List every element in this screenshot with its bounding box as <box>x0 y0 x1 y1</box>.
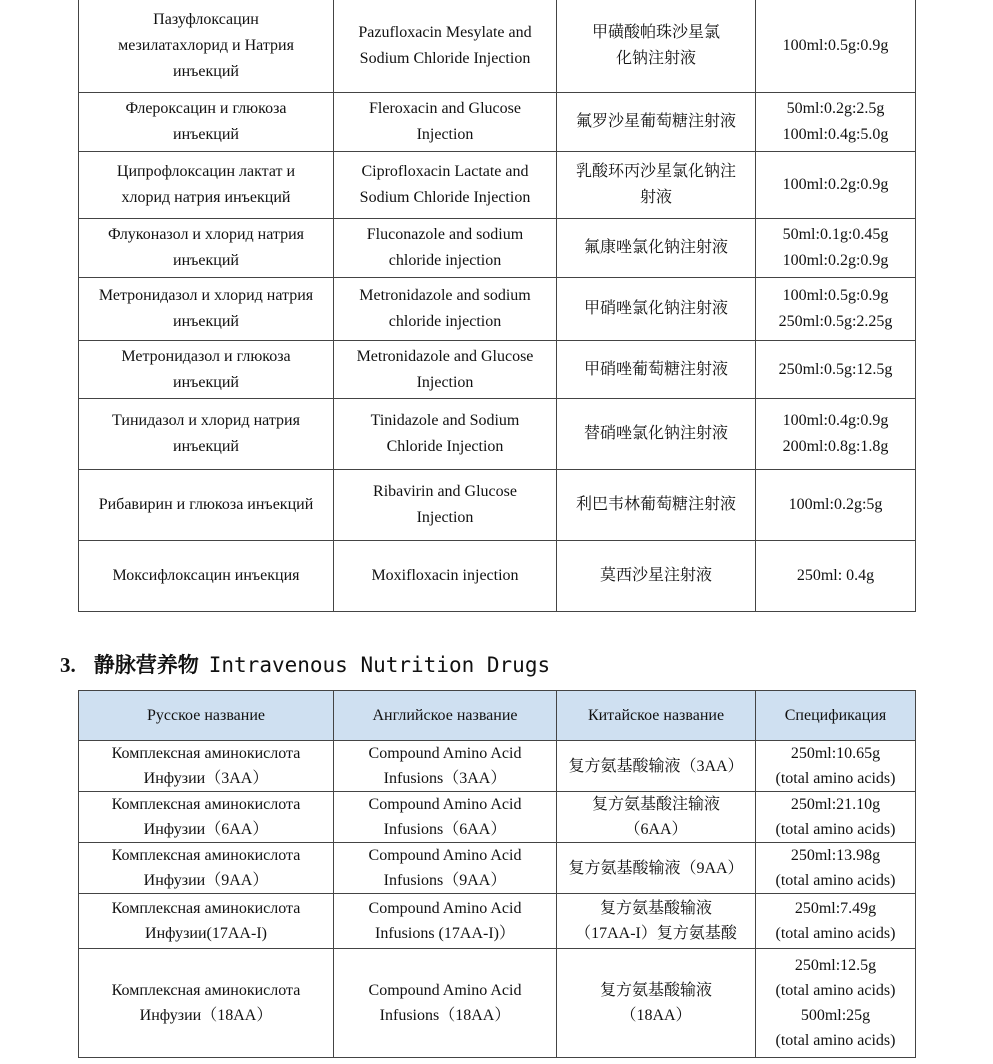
cell-text-line: 100ml:0.5g:0.9g <box>782 287 889 304</box>
chinese-name-cell <box>557 278 756 341</box>
cell-text-line: хлорид натрия инъекций <box>121 189 291 206</box>
russian-name-cell <box>79 541 334 612</box>
cell-text-line: Compound Amino Acid <box>368 982 522 999</box>
cell-text-line: 复方氨基酸输液 <box>599 982 712 999</box>
chinese-name-cell <box>557 152 756 219</box>
english-name-cell <box>334 792 557 843</box>
cell-text-line: Инфузии(17AA-I) <box>145 925 267 942</box>
cell-text-line: 250ml:21.10g <box>790 796 881 813</box>
cell-text-line: Флероксацин и глюкоза <box>125 100 287 117</box>
english-name-cell <box>334 93 557 152</box>
cell-text-line: Compound Amino Acid <box>368 847 522 864</box>
cell-text-line: инъекций <box>173 63 239 80</box>
specification-cell <box>756 792 916 843</box>
cell-text-line: Инфузии（18AA） <box>139 1007 273 1024</box>
cell-text-line: Комплексная аминокислота <box>111 900 301 917</box>
cell-text-line: 复方氨基酸注输液 <box>591 796 720 813</box>
cell-text-line: Метронидазол и хлорид натрия <box>98 287 314 304</box>
cell-text-line: 250ml:10.65g <box>790 745 881 762</box>
russian-name-cell <box>79 0 334 93</box>
russian-name-cell <box>79 399 334 470</box>
section-heading <box>60 650 550 680</box>
table-row <box>79 741 916 792</box>
cell-text-line: 化钠注射液 <box>615 50 696 67</box>
cell-text-line: 莫西沙星注射液 <box>599 567 712 584</box>
cell-text-line: （17AA-I）复方氨基酸 <box>575 925 737 942</box>
cell-text-line: （18AA） <box>620 1007 692 1024</box>
cell-text-line: Метронидазол и глюкоза <box>121 347 291 365</box>
cell-text-line: 甲磺酸帕珠沙星氯 <box>591 24 720 41</box>
specification-cell <box>756 399 916 470</box>
chinese-name-cell <box>557 741 756 792</box>
cell-text-line: Инфузии（6AA） <box>143 821 269 838</box>
cell-text-line: 氟康唑氯化钠注射液 <box>583 239 728 256</box>
cell-text-line: 250ml:0.5g:2.25g <box>778 313 893 330</box>
cell-text-line: Ципрофлоксацин лактат и <box>116 163 296 180</box>
cell-text-line: 100ml:0.2g:0.9g <box>782 252 889 269</box>
english-name-cell <box>334 399 557 470</box>
cell-text-line: 250ml:0.5g:12.5g <box>778 360 893 378</box>
section-number: 3. <box>60 653 76 677</box>
english-name-cell <box>334 219 557 278</box>
table-row <box>79 152 916 219</box>
chinese-name-cell <box>557 0 756 93</box>
cell-text-line: 氟罗沙星葡萄糖注射液 <box>575 113 736 130</box>
specification-cell <box>756 470 916 541</box>
cell-text-line: Fluconazole and sodium <box>366 226 524 243</box>
chinese-name-cell <box>557 399 756 470</box>
cell-text-line: Sodium Chloride Injection <box>359 189 531 206</box>
cell-text-line: Infusions（6AA） <box>383 821 507 838</box>
chinese-name-cell <box>557 219 756 278</box>
cell-text-line: Compound Amino Acid <box>368 796 522 813</box>
russian-name-cell <box>79 470 334 541</box>
cell-text-line: (total amino acids) <box>775 982 896 999</box>
cell-text-line: chloride injection <box>388 252 502 269</box>
chinese-name-cell <box>557 843 756 894</box>
cell-text-line: Моксифлоксацин инъекция <box>112 567 300 584</box>
specification-cell <box>756 949 916 1058</box>
russian-name-cell <box>79 341 334 399</box>
specification-cell <box>756 93 916 152</box>
cell-text-line: Infusions (17AA-I)） <box>375 925 515 942</box>
cell-text-line: Pazufloxacin Mesylate and <box>358 24 532 41</box>
specification-cell <box>756 219 916 278</box>
specification-cell <box>756 341 916 399</box>
table-row <box>79 399 916 470</box>
english-name-cell <box>334 152 557 219</box>
english-name-cell <box>334 949 557 1058</box>
specification-cell <box>756 0 916 93</box>
english-name-cell <box>334 470 557 541</box>
chinese-name-cell <box>557 541 756 612</box>
cell-text-line: Пазуфлоксацин <box>153 11 259 28</box>
cell-text-line: (total amino acids) <box>775 770 896 787</box>
cell-text-line: Metronidazole and sodium <box>359 287 531 304</box>
english-name-cell <box>334 541 557 612</box>
table-row <box>79 219 916 278</box>
cell-text-line: Compound Amino Acid <box>368 745 522 762</box>
chinese-name-cell <box>557 470 756 541</box>
cell-text-line: 250ml:7.49g <box>794 900 877 917</box>
cell-text-line: Compound Amino Acid <box>368 900 522 917</box>
cell-text-line: инъекций <box>173 126 239 143</box>
specification-cell <box>756 152 916 219</box>
cell-text-line: chloride injection <box>388 313 502 330</box>
table-row <box>79 278 916 341</box>
cell-text-line: Chloride Injection <box>386 438 504 455</box>
cell-text-line: (total amino acids) <box>775 821 896 838</box>
cell-text-line: 100ml:0.4g:5.0g <box>782 126 889 143</box>
specification-cell <box>756 278 916 341</box>
russian-name-cell <box>79 792 334 843</box>
cell-text-line: Tinidazole and Sodium <box>370 412 520 429</box>
cell-text-line: Комплексная аминокислота <box>111 796 301 813</box>
header-row <box>79 691 916 741</box>
table-row <box>79 894 916 949</box>
cell-text-line: Infusions（18AA） <box>379 1007 511 1024</box>
cell-text-line: Metronidazole and Glucose <box>356 347 534 365</box>
cell-text-line: Комплексная аминокислота <box>111 847 301 864</box>
english-name-cell <box>334 278 557 341</box>
table-row <box>79 341 916 399</box>
header-chinese-name: Китайское название <box>557 691 756 741</box>
cell-text-line: 复方氨基酸输液（3AA） <box>568 757 744 775</box>
cell-text-line: Комплексная аминокислота <box>111 745 301 762</box>
cell-text-line: 500ml:25g <box>800 1007 871 1024</box>
table-body <box>79 741 916 1058</box>
cell-text-line: 250ml:13.98g <box>790 847 881 864</box>
russian-name-cell <box>79 741 334 792</box>
section-title-zh: 静脉营养物 <box>93 653 199 677</box>
cell-text-line: Рибавирин и глюкоза инъекций <box>98 496 314 513</box>
chinese-name-cell <box>557 894 756 949</box>
table-row <box>79 470 916 541</box>
table-row <box>79 949 916 1058</box>
english-name-cell <box>334 741 557 792</box>
cell-text-line: 100ml:0.5g:0.9g <box>782 37 889 54</box>
russian-name-cell <box>79 278 334 341</box>
cell-text-line: Injection <box>416 126 474 143</box>
cell-text-line: Ribavirin and Glucose <box>373 483 517 500</box>
russian-name-cell <box>79 152 334 219</box>
cell-text-line: 250ml: 0.4g <box>796 567 875 584</box>
cell-text-line: Infusions（9AA） <box>383 872 507 889</box>
russian-name-cell <box>79 843 334 894</box>
cell-text-line: 200ml:0.8g:1.8g <box>782 438 889 455</box>
cell-text-line: 甲硝唑氯化钠注射液 <box>583 300 728 317</box>
cell-text-line: Ciprofloxacin Lactate and <box>361 163 529 180</box>
specification-cell <box>756 741 916 792</box>
cell-text-line: 复方氨基酸输液 <box>599 900 712 917</box>
specification-cell <box>756 894 916 949</box>
chinese-name-cell <box>557 341 756 399</box>
cell-text-line: 甲硝唑葡萄糖注射液 <box>583 360 728 378</box>
chinese-name-cell <box>557 949 756 1058</box>
english-name-cell <box>334 894 557 949</box>
table-row <box>79 0 916 93</box>
cell-text-line: Комплексная аминокислота <box>111 982 301 999</box>
russian-name-cell <box>79 93 334 152</box>
cell-text-line: инъекций <box>173 252 239 269</box>
russian-name-cell <box>79 949 334 1058</box>
cell-text-line: 100ml:0.2g:5g <box>788 496 883 513</box>
antimicrobial-injections-table <box>78 0 916 612</box>
cell-text-line: 50ml:0.1g:0.45g <box>782 226 889 243</box>
cell-text-line: 50ml:0.2g:2.5g <box>786 100 885 117</box>
cell-text-line: Injection <box>416 509 474 526</box>
cell-text-line: Тинидазол и хлорид натрия <box>112 412 300 429</box>
cell-text-line: (total amino acids) <box>775 925 896 942</box>
chinese-name-cell <box>557 93 756 152</box>
cell-text-line: Sodium Chloride Injection <box>359 50 531 67</box>
table-body <box>79 0 916 612</box>
russian-name-cell <box>79 219 334 278</box>
cell-text-line: Infusions（3AA） <box>383 770 507 787</box>
cell-text-line: мезилатахлорид и Натрия <box>118 37 294 54</box>
cell-text-line: 乳酸环丙沙星氯化钠注 <box>575 163 736 180</box>
cell-text-line: Injection <box>416 373 474 391</box>
cell-text-line: 100ml:0.4g:0.9g <box>782 412 889 429</box>
english-name-cell <box>334 341 557 399</box>
cell-text-line: (total amino acids) <box>775 1032 896 1049</box>
table-header <box>79 691 916 741</box>
cell-text-line: 替硝唑氯化钠注射液 <box>583 425 728 442</box>
english-name-cell <box>334 843 557 894</box>
specification-cell <box>756 843 916 894</box>
cell-text-line: Флуконазол и хлорид натрия <box>107 226 305 243</box>
header-russian-name: Русское название <box>79 691 334 741</box>
cell-text-line: инъекций <box>173 373 239 391</box>
cell-text-line: Moxifloxacin injection <box>371 567 519 584</box>
table-row <box>79 93 916 152</box>
header-english-name: Английское название <box>334 691 557 741</box>
cell-text-line: 250ml:12.5g <box>794 957 877 974</box>
chinese-name-cell <box>557 792 756 843</box>
cell-text-line: 利巴韦林葡萄糖注射液 <box>575 496 736 513</box>
cell-text-line: （6AA） <box>624 821 688 838</box>
header-specification: Спецификация <box>756 691 916 741</box>
cell-text-line: 100ml:0.2g:0.9g <box>782 176 889 193</box>
cell-text-line: (total amino acids) <box>775 872 896 889</box>
cell-text-line: инъекций <box>173 438 239 455</box>
intravenous-nutrition-table <box>78 690 916 1058</box>
cell-text-line: Инфузии（9AA） <box>143 872 269 889</box>
cell-text-line: 射液 <box>639 189 672 206</box>
specification-cell <box>756 541 916 612</box>
english-name-cell <box>334 0 557 93</box>
table-row <box>79 843 916 894</box>
cell-text-line: инъекций <box>173 313 239 330</box>
cell-text-line: Инфузии（3AA） <box>143 770 269 787</box>
cell-text-line: 复方氨基酸输液（9AA） <box>568 859 744 877</box>
cell-text-line: Fleroxacin and Glucose <box>369 100 521 117</box>
table-row <box>79 792 916 843</box>
russian-name-cell <box>79 894 334 949</box>
section-title-en: Intravenous Nutrition Drugs <box>208 653 551 677</box>
table-row <box>79 541 916 612</box>
